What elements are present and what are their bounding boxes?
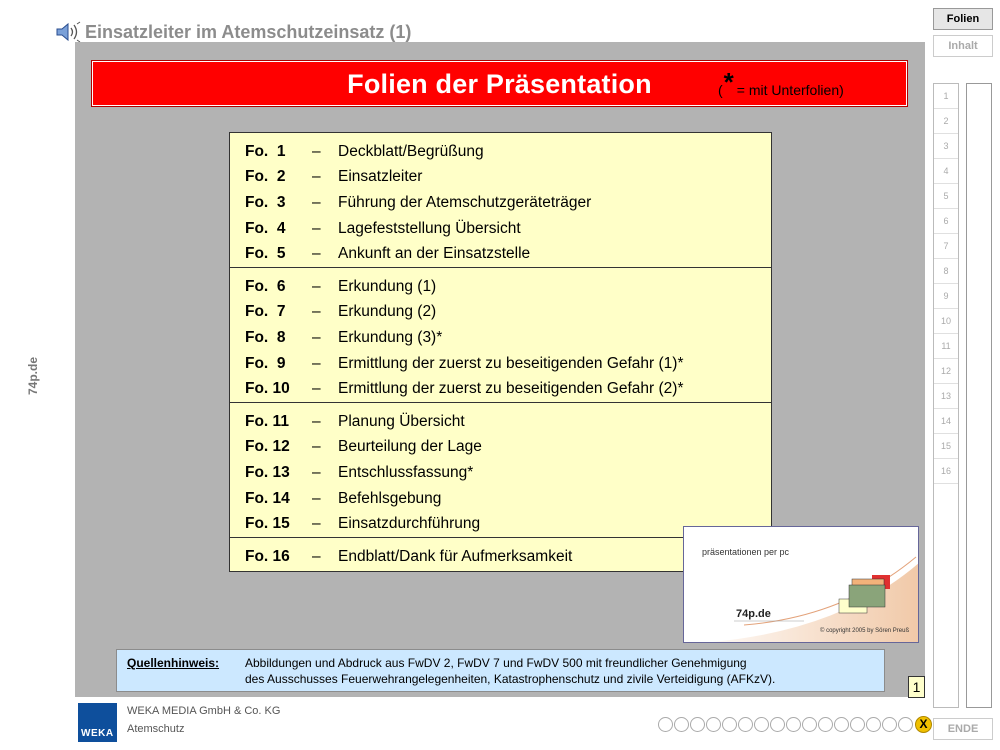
- weka-logo: WEKA: [78, 703, 117, 742]
- slide-index-item[interactable]: 3: [934, 134, 958, 159]
- slide-num: Fo. 2: [245, 168, 286, 186]
- slide-index-item[interactable]: 4: [934, 159, 958, 184]
- slide-label: Ermittlung der zuerst zu beseitigenden Gefahr (2)*: [338, 380, 684, 398]
- slide-label: Erkundung (2): [338, 303, 437, 321]
- progress-dot[interactable]: [882, 717, 897, 732]
- slide-label: Einsatzdurchführung: [338, 515, 481, 533]
- progress-dot[interactable]: [770, 717, 785, 732]
- slide-index-item[interactable]: 9: [934, 284, 958, 309]
- side-brand: 74p.de: [26, 356, 41, 396]
- slide-dash: –: [312, 412, 321, 430]
- slide-num: Fo. 8: [245, 328, 286, 346]
- slide-dash: –: [312, 515, 321, 533]
- slide-num: Fo. 13: [245, 463, 290, 481]
- slide-index-item[interactable]: 7: [934, 234, 958, 259]
- slide-num: Fo. 5: [245, 245, 286, 263]
- footer-company: WEKA MEDIA GmbH & Co. KG: [127, 705, 281, 717]
- slide-index-item[interactable]: 2: [934, 109, 958, 134]
- slide-num: Fo. 11: [245, 412, 289, 430]
- slide-list-item[interactable]: [230, 139, 771, 165]
- slide-index-item[interactable]: 6: [934, 209, 958, 234]
- slide-dash: –: [312, 193, 321, 211]
- source-note-line1: Abbildungen und Abdruck aus FwDV 2, FwDV 7 und FwDV 500 mit freundlicher Genehmigung: [245, 656, 747, 670]
- speaker-icon[interactable]: [55, 21, 81, 43]
- slide-index-item[interactable]: 13: [934, 384, 958, 409]
- slide-label: Entschlussfassung*: [338, 463, 474, 481]
- source-note-label: Quellenhinweis:: [127, 656, 220, 670]
- progress-dot[interactable]: [818, 717, 833, 732]
- slide-list-item[interactable]: [230, 300, 771, 326]
- slide-num: Fo. 3: [245, 193, 286, 211]
- slide-label: Erkundung (1): [338, 277, 437, 295]
- header: [55, 20, 411, 44]
- slide-index-item[interactable]: 10: [934, 309, 958, 334]
- slide-label: Erkundung (3)*: [338, 328, 443, 346]
- slide-dash: –: [312, 328, 321, 346]
- slide-dash: –: [312, 168, 321, 186]
- slide-dash: –: [312, 489, 321, 507]
- slide-group: [230, 133, 771, 268]
- slide-group: [230, 268, 771, 403]
- slide-index-item[interactable]: 8: [934, 259, 958, 284]
- slide-list-item[interactable]: [230, 274, 771, 300]
- close-icon[interactable]: X: [915, 716, 932, 733]
- slide-num: Fo. 1: [245, 142, 286, 160]
- footer-subtitle: Atemschutz: [127, 723, 185, 735]
- progress-dot[interactable]: [674, 717, 689, 732]
- index-scrollbar[interactable]: [966, 83, 992, 708]
- slide-label: Deckblatt/Begrüßung: [338, 142, 484, 160]
- slide-label: Ermittlung der zuerst zu beseitigenden Gefahr (1)*: [338, 354, 684, 372]
- slide-list-item[interactable]: [230, 165, 771, 191]
- slide-dash: –: [312, 219, 321, 237]
- preview-subtitle: präsentationen per pc: [702, 547, 790, 557]
- banner-title: Folien der Präsentation: [347, 69, 652, 99]
- slide-index-item[interactable]: 11: [934, 334, 958, 359]
- progress-dot[interactable]: [706, 717, 721, 732]
- progress-dot[interactable]: [898, 717, 913, 732]
- app-title: Einsatzleiter im Atemschutzeinsatz (1): [85, 21, 412, 42]
- slide-num: Fo. 7: [245, 303, 286, 321]
- slide-list-item[interactable]: [230, 216, 771, 242]
- slide-label: Planung Übersicht: [338, 412, 465, 430]
- nav-inhalt-button[interactable]: Inhalt: [933, 35, 993, 57]
- slide-index-list: [933, 83, 959, 708]
- slide-label: Befehlsgebung: [338, 489, 442, 507]
- slide-dash: –: [312, 354, 321, 372]
- slide-label: Führung der Atemschutzgeräteträger: [338, 193, 592, 211]
- progress-dot[interactable]: [754, 717, 769, 732]
- slide-num: Fo. 10: [245, 380, 290, 398]
- slide-num: Fo. 14: [245, 489, 290, 507]
- slide-list-item[interactable]: [230, 325, 771, 351]
- slide-index-item[interactable]: 16: [934, 459, 958, 484]
- slide-dash: –: [312, 142, 321, 160]
- slide-label: Lagefeststellung Übersicht: [338, 219, 521, 237]
- slide-progress: [658, 716, 932, 733]
- slide-list-item[interactable]: [230, 241, 771, 267]
- slide-dash: –: [312, 380, 321, 398]
- slide-list-item[interactable]: [230, 351, 771, 377]
- slide-index-item[interactable]: 14: [934, 409, 958, 434]
- progress-dot[interactable]: [722, 717, 737, 732]
- slide-list-item[interactable]: [230, 376, 771, 402]
- slide-num: Fo. 9: [245, 354, 286, 372]
- preview-thumbnail[interactable]: [683, 526, 919, 643]
- slide-dash: –: [312, 277, 321, 295]
- slide-list-item[interactable]: [230, 486, 771, 512]
- progress-dot[interactable]: [738, 717, 753, 732]
- source-note-line2: des Ausschusses Feuerwehrangelegenheiten, Katastrophenschutz und zivile Verteidigung (AFKzV).: [245, 672, 776, 686]
- title-banner: [92, 61, 907, 106]
- slide-label: Ankunft an der Einsatzstelle: [338, 245, 531, 263]
- banner-note: ( * = mit Unterfolien): [718, 67, 844, 98]
- slide-index-item[interactable]: 15: [934, 434, 958, 459]
- source-note: [116, 649, 885, 692]
- slide-num: Fo. 6: [245, 277, 286, 295]
- progress-dot[interactable]: [658, 717, 673, 732]
- slide-label: Einsatzleiter: [338, 168, 423, 186]
- preview-brand: 74p.de: [736, 608, 771, 620]
- nav-ende-button[interactable]: ENDE: [933, 718, 993, 740]
- asterisk-marker: *: [723, 67, 734, 97]
- slide-group: [230, 403, 771, 538]
- slide-num: Fo. 15: [245, 515, 290, 533]
- slide-num: Fo. 16: [245, 547, 290, 565]
- page-number: 1: [908, 676, 925, 698]
- progress-dot[interactable]: [786, 717, 801, 732]
- progress-dot[interactable]: [866, 717, 881, 732]
- slide-label: Endblatt/Dank für Aufmerksamkeit: [338, 547, 573, 565]
- slide-dash: –: [312, 463, 321, 481]
- slide-label: Beurteilung der Lage: [338, 438, 482, 456]
- slide-index-item[interactable]: 1: [934, 84, 958, 109]
- preview-art: [684, 527, 919, 643]
- slide-list-item[interactable]: [230, 190, 771, 216]
- slide-list-item[interactable]: [230, 409, 771, 435]
- slide-dash: –: [312, 245, 321, 263]
- slide-list-item[interactable]: [230, 435, 771, 461]
- nav-folien-button[interactable]: Folien: [933, 8, 993, 30]
- slide-list: [229, 132, 772, 572]
- slide-list-item[interactable]: [230, 460, 771, 486]
- slide-stage: [75, 42, 925, 697]
- slide-dash: –: [312, 438, 321, 456]
- slide-num: Fo. 12: [245, 438, 290, 456]
- slide-num: Fo. 4: [245, 219, 286, 237]
- slide-dash: –: [312, 547, 321, 565]
- progress-dot[interactable]: [834, 717, 849, 732]
- progress-dot[interactable]: [802, 717, 817, 732]
- slide-dash: –: [312, 303, 321, 321]
- slide-index-item[interactable]: 12: [934, 359, 958, 384]
- progress-dot[interactable]: [850, 717, 865, 732]
- progress-dot[interactable]: [690, 717, 705, 732]
- preview-copyright: © copyright 2005 by Sören Preuß: [820, 628, 910, 634]
- slide-index-item[interactable]: 5: [934, 184, 958, 209]
